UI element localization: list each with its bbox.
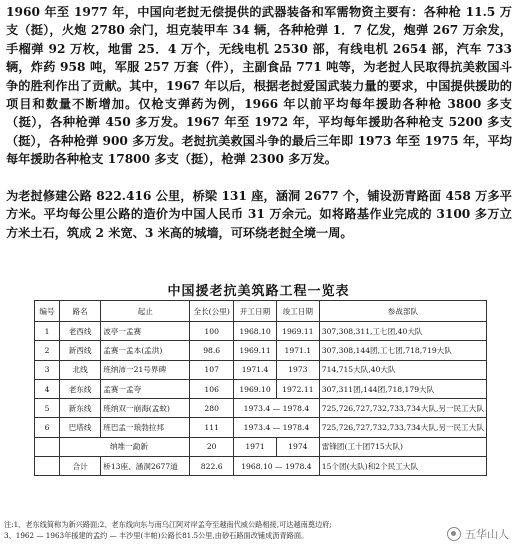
cell-units: 725,726,727,732,733,734大队,另一民工大队 xyxy=(319,399,486,418)
table-title: 中国援老抗美筑路工程一览表 xyxy=(167,284,350,299)
paragraph-road-construction: 为老挝修建公路 822.416 公里，桥梁 131 座，涵洞 2677 个，铺设沥青路面 458 万多平方米。平均每公里公路的造价为中国人民币 31 万余元。如将路基作业完成的 3100 多万立方米土石，筑成 2 米宽、3 米高的城墙，可环绕老挝全境一周。 xyxy=(6,189,512,240)
cell-number: 5 xyxy=(35,399,60,418)
cell-start-date: 1969.11 xyxy=(234,341,277,360)
paragraph-military-aid: 1960 年至 1977 年，中国向老挝无偿提供的武器装备和军需物资主要有：各种枪 11.5 万支（挺），火炮 2780 余门，坦克装甲车 34 辆，各种枪弹 1．7 亿发，炮弹 267 万余发，手榴弹 92 万枚，地雷 25．4 万个，无线电机 2530 部，有线电机 2654 部，汽车 733 辆，炸药 958 吨，军服 257 万套（件），主副食品 771 吨等，为老挝人民取得抗美救国斗争的胜利作出了贡献。其中，1967 年以后，根据老挝爱国武装力量的要求，中国提供援助的项目和数量不断增加。仅枪支弹药为例，1966 年以前平均每年援助各种枪 3800 多支（挺），各种枪弹 450 多万发。1967 年至 1972 年，平均每年援助各种枪支 5200 多支（挺），各种枪弹 900 多万发。老挝抗美救国斗争的最后三年即 1973 年至 1975 年，平均每年援助各种枪支 17800 多支（挺），枪弹 2300 多万发。 xyxy=(6,5,512,167)
cell-end-date: 1973 xyxy=(276,360,319,379)
header-length: 全长(公里) xyxy=(190,301,234,322)
cell-units: 15个团(大队)和2个民工大队 xyxy=(319,457,486,476)
table-notes xyxy=(4,519,434,541)
table-total-row xyxy=(35,457,487,476)
cell-length: 98.6 xyxy=(190,341,234,360)
cell-road-name: 合计 xyxy=(59,457,100,476)
table-row xyxy=(35,341,487,360)
cell-start-end: 孟赛一孟本(孟洪) xyxy=(101,341,190,360)
cell-number xyxy=(35,437,60,456)
header-units: 参战部队 xyxy=(319,301,486,322)
road-construction-table xyxy=(34,300,487,476)
cell-end-date: 1971.1 xyxy=(276,341,319,360)
table-row xyxy=(35,322,487,341)
cell-start-end: 班巴孟一琅勃拉邦 xyxy=(101,418,190,437)
cell-road-name: 老西线 xyxy=(59,322,100,341)
cell-road-name: 巴塔线 xyxy=(59,418,100,437)
cell-road-name: 老东线 xyxy=(59,379,100,398)
cell-length: 107 xyxy=(190,360,234,379)
cell-length: 822.6 xyxy=(190,457,234,476)
cell-start-end: 孟赛一孟夸 xyxy=(101,379,190,398)
cell-start-end: 桥13座、涵洞2677道 xyxy=(101,457,190,476)
cell-units: 307,308,144团,工七团,718,719大队 xyxy=(319,341,486,360)
cell-number: 4 xyxy=(35,379,60,398)
wechat-logo-icon xyxy=(447,527,461,541)
header-end-date: 竣工日期 xyxy=(276,301,319,322)
cell-units: 714,715大队,40大队 xyxy=(319,360,486,379)
cell-number xyxy=(35,457,60,476)
cell-road-name: 新东线 xyxy=(59,399,100,418)
header-number: 编号 xyxy=(35,301,60,322)
table-row xyxy=(35,418,487,437)
note-line: 注:1、老东线简称为新兴路面;2、老东线向东与南乌江阿对岸孟夸至越南代威公路相接,可达越南奠边府; xyxy=(4,520,332,529)
table-row xyxy=(35,437,487,456)
watermark xyxy=(447,526,509,542)
cell-length: 280 xyxy=(190,399,234,418)
cell-date-range: 1973.4 — 1978.4 xyxy=(234,399,320,418)
cell-number: 2 xyxy=(35,341,60,360)
header-start-end: 起止 xyxy=(101,301,190,322)
cell-length: 100 xyxy=(190,322,234,341)
table-row xyxy=(35,360,487,379)
cell-length: 111 xyxy=(190,418,234,437)
cell-units: 725,726,727,732,733,734大队,另一民工大队 xyxy=(319,418,486,437)
cell-end-date: 1972.11 xyxy=(276,379,319,398)
cell-end-date: 1974 xyxy=(276,437,319,456)
cell-start-date: 1971 xyxy=(234,437,277,456)
cell-units: 雷锋团(工十团715大队) xyxy=(319,437,486,456)
table-row xyxy=(35,379,487,398)
cell-start-end: 班纳沛一21号界碑 xyxy=(101,360,190,379)
cell-road-name: 北线 xyxy=(59,360,100,379)
cell-length: 20 xyxy=(190,437,234,456)
cell-units: 307,311团,144团,718,179大队 xyxy=(319,379,486,398)
note-line: 3、1962 — 1963年援建的孟约 — 丰沙里(丰帕)公路长81.5公里,由砂石路面改铺成沥青路面。 xyxy=(4,531,309,540)
cell-start-date: 1971.4 xyxy=(234,360,277,379)
cell-date-range: 1968.10 — 1978.4 xyxy=(234,457,320,476)
cell-number: 6 xyxy=(35,418,60,437)
cell-road-name: 新西线 xyxy=(59,341,100,360)
cell-units: 307,308,311,工七团,40大队 xyxy=(319,322,486,341)
cell-start-end: 波亭一孟赛 xyxy=(101,322,190,341)
cell-number: 1 xyxy=(35,322,60,341)
cell-end-date: 1969.11 xyxy=(276,322,319,341)
table-row xyxy=(35,399,487,418)
watermark-text: 五华山人 xyxy=(465,528,509,541)
cell-number: 3 xyxy=(35,360,60,379)
cell-date-range: 1973.4 — 1978.4 xyxy=(234,418,320,437)
cell-length: 106 xyxy=(190,379,234,398)
header-road-name: 路名 xyxy=(59,301,100,322)
cell-start-end: 班纳双一崩海(孟蚊) xyxy=(101,399,190,418)
cell-road-name: 纳堆一勐新 xyxy=(59,437,189,456)
table-header-row xyxy=(35,301,487,322)
cell-start-date: 1969.10 xyxy=(234,379,277,398)
header-start-date: 开工日期 xyxy=(234,301,277,322)
cell-start-date: 1968.10 xyxy=(234,322,277,341)
